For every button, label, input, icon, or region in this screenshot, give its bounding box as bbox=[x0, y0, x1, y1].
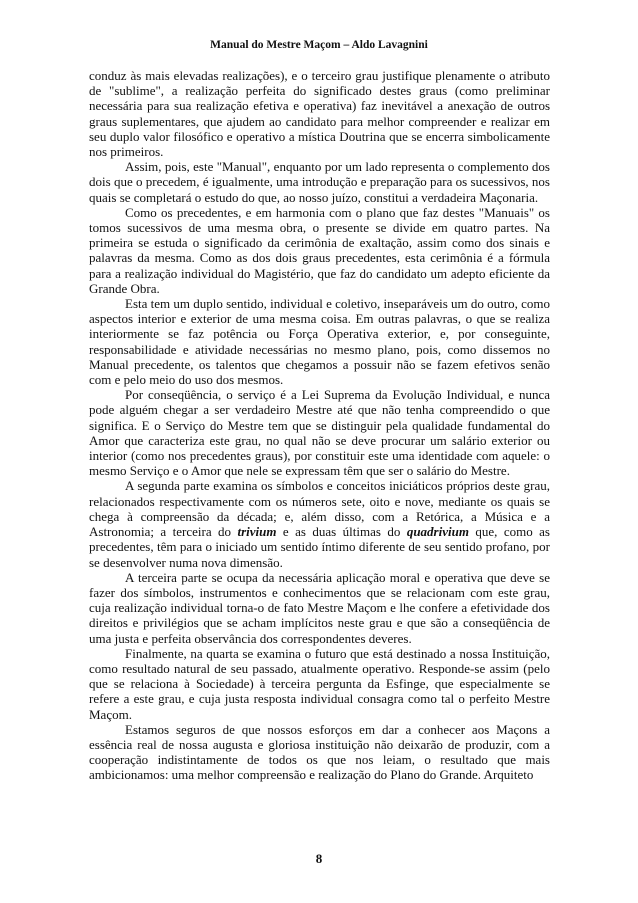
emphasized-term: trivium bbox=[237, 524, 277, 540]
emphasized-term: quadrivium bbox=[406, 524, 469, 540]
paragraph-text: Esta tem um duplo sentido, individual e coletivo, inseparáveis um do outro, como aspectos interior e exterior de uma mesma coisa. Em outras palavras, o que se realiza interiormente se faz potência ou Força Operativa exterior, e, por conseguinte, responsabilidade e atividade necessárias no mesmo plano, pois, como dissemos no Manual precedente, os talentos que chegamos a possuir não se fazem efetivos senão com e pelo meio do uso dos mesmos. bbox=[89, 296, 550, 388]
paragraph-text: A terceira parte se ocupa da necessária aplicação moral e operativa que deve se fazer dos símbolos, instrumentos e conhecimentos que se relacionam com este grau, cuja realização individual torna-o de fato Mestre Maçom e lhe confere a efetividade dos direitos e privilégios que se acham implícitos neste grau e que são a conseqüência de uma justa e perfeita observância dos correspondentes deveres. bbox=[89, 569, 550, 646]
paragraph bbox=[89, 387, 550, 478]
paragraph bbox=[89, 68, 550, 159]
paragraph-text: Finalmente, na quarta se examina o futuro que está destinado a nossa Instituição, como resultado natural de seu passado, atualmente operativo. Responde-se assim (pelo que se relaciona à Sociedade) à terceira pergunta da Esfinge, que especialmente se refere a este grau, e cuja justa resposta individual consagra como tal o perfeito Mestre Maçom. bbox=[89, 645, 550, 722]
paragraph-text: Por conseqüência, o serviço é a Lei Suprema da Evolução Individual, e nunca pode alguém chegar a ser verdadeiro Mestre até que não tenha compreendido o que significa. E o Serviço do Mestre tem que se distinguir pela qualidade fundamental do Amor que caracteriza este grau, no qual não se deve procurar um salário exterior ou interior (como nos precedentes graus), por constituir este uma identidade com aquele: o mesmo Serviço e o Amor que nele se expressam têm que ser o salário do Mestre. bbox=[89, 387, 550, 479]
paragraph bbox=[89, 478, 550, 569]
paragraph bbox=[89, 296, 550, 387]
paragraph-text: conduz às mais elevadas realizações), e o terceiro grau justifique plenamente o atributo de "sublime", a realização perfeita do significado destes graus (como preliminar necessária para sua realização efetiva e operativa) faz inevitável a anexação de outros graus suplementares, que ajudem ao candidato para melhor compreender e realizar em seu duplo valor filosófico e operativo a mística Doutrina que se encerra simbolicamente nos primeiros. bbox=[89, 68, 550, 160]
paragraph bbox=[89, 722, 550, 783]
paragraph-text: Como os precedentes, e em harmonia com o plano que faz destes "Manuais" os tomos sucessivos de uma mesma obra, o presente se divide em quatro partes. Na primeira se estuda o significado da cerimônia de exaltação, assim como dos sinais e palavras da mesma. Como as dos dois graus precedentes, esta cerimônia é a fórmula para a realização individual do Magistério, que faz do candidato um adepto eficiente da Grande Obra. bbox=[89, 204, 550, 296]
paragraph-text: Assim, pois, este "Manual", enquanto por um lado representa o complemento dos dois que o precedem, é igualmente, uma introdução e preparação para os sucessivos, nos quais se completará o estudo do que, ao nosso juízo, constitui a verdadeira Maçonaria. bbox=[89, 159, 550, 205]
body-text bbox=[89, 68, 550, 783]
page-number: 8 bbox=[315, 851, 323, 866]
paragraph-text: Estamos seguros de que nossos esforços em dar a conhecer aos Maçons a essência real de nossa augusta e gloriosa instituição não deixarão de produzir, com a cooperação indistintamente de todos os que nos leiam, o resultado que mais ambicionamos: uma melhor compreensão e realização do Plano do Grande. Arquiteto bbox=[89, 721, 550, 783]
paragraph bbox=[89, 570, 550, 646]
paragraph-text: e as duas últimas do bbox=[276, 524, 407, 540]
paragraph bbox=[89, 205, 550, 296]
running-header: Manual do Mestre Maçom – Aldo Lavagnini bbox=[210, 39, 428, 51]
paragraph-text: A segunda parte examina os símbolos e conceitos iniciáticos próprios deste grau, relacionados respectivamente com os números sete, oito e nove, mediante os quais se chega à compreensão da década; e, além disso, com a Retórica, a Música e a Astronomia; a terceira do bbox=[89, 478, 550, 540]
paragraph bbox=[89, 159, 550, 205]
paragraph-text: que, como as precedentes, têm para o iniciado um sentido íntimo diferente de seu sentido profano, por se desenvolver numa nova dimensão. bbox=[89, 524, 550, 570]
paragraph bbox=[89, 646, 550, 722]
